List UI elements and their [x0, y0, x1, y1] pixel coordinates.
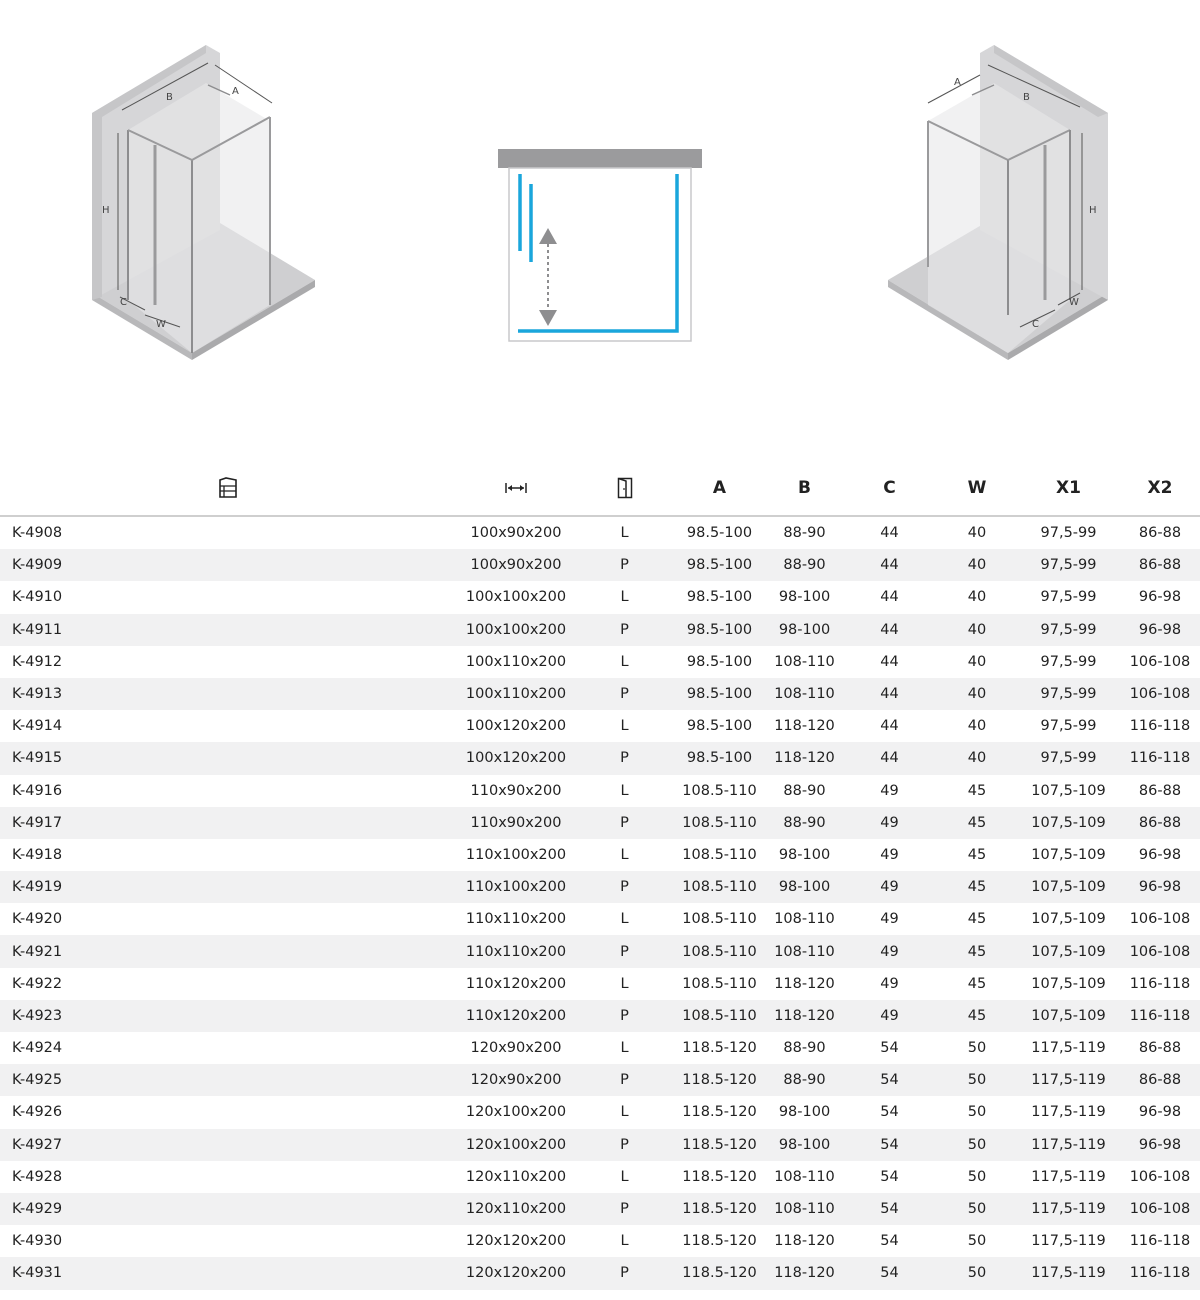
cell-a: 118.5-120	[682, 1104, 757, 1121]
cell-a: 98.5-100	[672, 614, 767, 646]
table-row	[0, 1129, 1200, 1161]
cell-b: 88-90	[767, 807, 842, 839]
cell-b: 118-120	[774, 1233, 835, 1250]
cell-code: K-4926	[12, 1104, 63, 1121]
cell-w: 50	[967, 1040, 987, 1057]
cell-code: K-4924	[12, 1040, 63, 1057]
product-model-icon	[216, 477, 240, 499]
cell-size: 110x120x200	[455, 1000, 577, 1032]
table-row	[0, 516, 1200, 549]
cell-size: 100x120x200	[465, 718, 567, 735]
cell-b: 88-90	[783, 525, 826, 542]
arrow-up-icon	[539, 228, 557, 244]
cell-x1: 117,5-119	[1031, 1040, 1106, 1057]
cell-c: 44	[842, 549, 937, 581]
cell-code: K-4916	[12, 782, 63, 799]
cell-w: 45	[967, 911, 987, 928]
cell-w: 40	[967, 525, 987, 542]
cell-x1: 97,5-99	[1017, 678, 1120, 710]
left-label-a: A	[232, 86, 239, 97]
right-label-c: C	[1032, 319, 1039, 330]
table-row	[0, 549, 1200, 581]
cell-door-side: L	[620, 1104, 629, 1121]
cell-a: 108.5-110	[682, 782, 757, 799]
header-door-side	[577, 460, 672, 516]
cell-door-side: P	[577, 871, 672, 903]
header-model	[0, 460, 455, 516]
cell-b: 108-110	[774, 653, 835, 670]
cell-door-side: P	[577, 1000, 672, 1032]
cell-door-side: L	[620, 653, 629, 670]
cell-size: 110x90x200	[470, 782, 562, 799]
cell-c: 44	[880, 718, 899, 735]
cell-b: 118-120	[774, 718, 835, 735]
cell-c: 44	[842, 614, 937, 646]
cell-door-side: P	[577, 935, 672, 967]
cell-w: 45	[967, 782, 987, 799]
cell-a: 118.5-120	[672, 1193, 767, 1225]
cell-x2: 116-118	[1129, 975, 1191, 992]
cell-x2: 106-108	[1120, 1193, 1200, 1225]
cell-a: 118.5-120	[682, 1040, 757, 1057]
table-row	[0, 678, 1200, 710]
cell-w: 40	[937, 742, 1017, 774]
specs-table	[0, 460, 1200, 1290]
cell-w: 50	[967, 1233, 987, 1250]
cell-c: 44	[842, 742, 937, 774]
cell-door-side: L	[620, 782, 629, 799]
left-label-b: B	[166, 92, 173, 103]
cell-size: 120x90x200	[455, 1064, 577, 1096]
cell-door-side: P	[577, 614, 672, 646]
cell-a: 118.5-120	[672, 1064, 767, 1096]
cell-code: K-4927	[0, 1129, 455, 1161]
cell-x1: 97,5-99	[1040, 589, 1097, 606]
cell-c: 49	[880, 782, 899, 799]
arrow-down-icon	[539, 310, 557, 326]
table-row	[0, 1161, 1200, 1193]
cell-a: 98.5-100	[686, 653, 753, 670]
table-body	[0, 516, 1200, 1290]
cell-x2: 106-108	[1120, 678, 1200, 710]
cell-c: 44	[880, 589, 899, 606]
cell-size: 110x90x200	[455, 807, 577, 839]
cell-x2: 96-98	[1120, 1129, 1200, 1161]
cell-a: 108.5-110	[672, 935, 767, 967]
cell-a: 118.5-120	[672, 1257, 767, 1289]
cell-code: K-4919	[0, 871, 455, 903]
cell-door-side: P	[577, 807, 672, 839]
cell-x2: 96-98	[1138, 589, 1182, 606]
cell-code: K-4930	[12, 1233, 63, 1250]
cell-c: 49	[880, 846, 899, 863]
cell-door-side: L	[620, 718, 629, 735]
cell-size: 100x90x200	[455, 549, 577, 581]
cell-code: K-4914	[12, 718, 63, 735]
cell-size: 110x110x200	[455, 935, 577, 967]
cell-a: 108.5-110	[682, 911, 757, 928]
cell-x1: 107,5-109	[1017, 935, 1120, 967]
table-row	[0, 1257, 1200, 1289]
table-row	[0, 614, 1200, 646]
cell-a: 108.5-110	[682, 846, 757, 863]
cell-a: 108.5-110	[682, 975, 757, 992]
cell-a: 98.5-100	[672, 549, 767, 581]
cell-b: 118-120	[767, 1257, 842, 1289]
header-size	[455, 460, 577, 516]
cell-size: 120x100x200	[455, 1129, 577, 1161]
table-row	[0, 1193, 1200, 1225]
cell-code: K-4922	[12, 975, 63, 992]
cell-x1: 107,5-109	[1017, 871, 1120, 903]
cell-b: 108-110	[767, 678, 842, 710]
cell-c: 49	[842, 871, 937, 903]
cell-size: 100x110x200	[455, 678, 577, 710]
cell-door-side: L	[620, 1168, 629, 1185]
cell-door-side: P	[577, 1064, 672, 1096]
cell-x2: 96-98	[1138, 1104, 1182, 1121]
cell-door-side: P	[577, 1129, 672, 1161]
cell-size: 100x90x200	[470, 525, 562, 542]
cell-door-side: P	[577, 742, 672, 774]
cell-c: 49	[842, 807, 937, 839]
cell-a: 108.5-110	[672, 1000, 767, 1032]
cell-b: 88-90	[783, 1040, 826, 1057]
table-row	[0, 839, 1200, 871]
table-row	[0, 1032, 1200, 1064]
cell-code: K-4912	[12, 653, 63, 670]
cell-door-side: L	[620, 589, 629, 606]
cell-x1: 117,5-119	[1017, 1257, 1120, 1289]
cell-a: 118.5-120	[682, 1233, 757, 1250]
cell-code: K-4928	[12, 1168, 63, 1185]
cell-size: 120x110x200	[455, 1193, 577, 1225]
header-c: C	[842, 460, 937, 516]
cell-a: 118.5-120	[682, 1168, 757, 1185]
door-side-icon	[617, 477, 633, 499]
cell-code: K-4931	[0, 1257, 455, 1289]
cell-code: K-4921	[0, 935, 455, 967]
cell-size: 120x120x200	[465, 1233, 567, 1250]
cell-x2: 96-98	[1120, 614, 1200, 646]
cell-w: 40	[967, 589, 987, 606]
cell-x1: 107,5-109	[1031, 975, 1106, 992]
right-label-a: A	[954, 77, 961, 88]
cell-x1: 117,5-119	[1031, 1233, 1106, 1250]
cell-b: 108-110	[767, 935, 842, 967]
cell-code: K-4915	[0, 742, 455, 774]
cell-x2: 86-88	[1138, 1040, 1182, 1057]
cell-code: K-4929	[0, 1193, 455, 1225]
cell-code: K-4911	[0, 614, 455, 646]
cell-door-side: L	[620, 911, 629, 928]
cell-door-side: L	[620, 846, 629, 863]
cell-code: K-4925	[0, 1064, 455, 1096]
header-x1: X1	[1017, 460, 1120, 516]
cell-code: K-4913	[0, 678, 455, 710]
cell-b: 118-120	[774, 975, 835, 992]
cell-c: 49	[880, 911, 899, 928]
table-row	[0, 903, 1200, 935]
table-row	[0, 1000, 1200, 1032]
cell-c: 54	[842, 1193, 937, 1225]
cell-w: 40	[937, 549, 1017, 581]
cell-w: 40	[937, 678, 1017, 710]
cell-x1: 107,5-109	[1031, 846, 1106, 863]
cell-b: 98-100	[767, 871, 842, 903]
left-label-h: H	[102, 205, 110, 216]
right-label-b: B	[1023, 92, 1030, 103]
cell-c: 54	[880, 1104, 899, 1121]
cell-size: 100x100x200	[455, 614, 577, 646]
table-row	[0, 1064, 1200, 1096]
cell-b: 108-110	[774, 911, 835, 928]
cell-code: K-4909	[0, 549, 455, 581]
cell-x2: 96-98	[1138, 846, 1182, 863]
cell-b: 98-100	[767, 614, 842, 646]
cell-w: 45	[937, 935, 1017, 967]
table-row	[0, 710, 1200, 742]
cell-size: 110x100x200	[455, 871, 577, 903]
cell-b: 88-90	[767, 1064, 842, 1096]
cell-size: 100x120x200	[455, 742, 577, 774]
cell-x2: 116-118	[1120, 1257, 1200, 1289]
cell-code: K-4923	[0, 1000, 455, 1032]
cell-c: 49	[842, 1000, 937, 1032]
table-row	[0, 807, 1200, 839]
cell-b: 108-110	[767, 1193, 842, 1225]
cell-size: 100x100x200	[465, 589, 567, 606]
cell-w: 40	[937, 614, 1017, 646]
header-x2: X2	[1120, 460, 1200, 516]
cell-a: 98.5-100	[686, 525, 753, 542]
cell-c: 44	[880, 525, 899, 542]
right-label-h: H	[1089, 205, 1097, 216]
cell-x1: 117,5-119	[1031, 1168, 1106, 1185]
table-row	[0, 935, 1200, 967]
cell-x1: 117,5-119	[1017, 1064, 1120, 1096]
table-row	[0, 775, 1200, 807]
table-row	[0, 581, 1200, 613]
cell-a: 98.5-100	[686, 589, 753, 606]
table-row	[0, 1096, 1200, 1128]
table-row	[0, 646, 1200, 678]
cell-x2: 106-108	[1120, 935, 1200, 967]
table-row	[0, 742, 1200, 774]
cell-door-side: P	[577, 1257, 672, 1289]
cell-w: 50	[937, 1064, 1017, 1096]
cell-x2: 86-88	[1138, 782, 1182, 799]
table-row	[0, 968, 1200, 1000]
cell-x1: 97,5-99	[1040, 653, 1097, 670]
width-arrows-icon	[505, 482, 527, 494]
cell-w: 50	[937, 1257, 1017, 1289]
cell-door-side: P	[577, 549, 672, 581]
cell-code: K-4910	[12, 589, 63, 606]
cell-x1: 97,5-99	[1040, 718, 1097, 735]
left-enclosure-drawing	[80, 35, 330, 365]
cell-x2: 116-118	[1129, 1233, 1191, 1250]
cell-c: 54	[880, 1168, 899, 1185]
cell-door-side: L	[620, 975, 629, 992]
cell-a: 118.5-120	[672, 1129, 767, 1161]
cell-x1: 117,5-119	[1017, 1129, 1120, 1161]
cell-x1: 107,5-109	[1017, 1000, 1120, 1032]
cell-a: 98.5-100	[686, 718, 753, 735]
cell-a: 108.5-110	[672, 871, 767, 903]
cell-x2: 86-88	[1138, 525, 1182, 542]
left-label-w: W	[156, 319, 166, 330]
cell-w: 50	[937, 1129, 1017, 1161]
cell-x2: 106-108	[1129, 653, 1191, 670]
cell-x2: 86-88	[1120, 1064, 1200, 1096]
cell-w: 50	[967, 1168, 987, 1185]
cell-x2: 106-108	[1129, 1168, 1191, 1185]
cell-x2: 86-88	[1120, 807, 1200, 839]
cell-c: 54	[842, 1064, 937, 1096]
cell-size: 110x120x200	[465, 975, 567, 992]
cell-x1: 97,5-99	[1040, 525, 1097, 542]
left-label-c: C	[120, 297, 127, 308]
table-row	[0, 871, 1200, 903]
cell-x2: 116-118	[1129, 718, 1191, 735]
cell-x1: 117,5-119	[1017, 1193, 1120, 1225]
right-enclosure-drawing	[880, 35, 1130, 365]
cell-c: 54	[842, 1257, 937, 1289]
cell-a: 98.5-100	[672, 678, 767, 710]
cell-c: 54	[880, 1233, 899, 1250]
cell-x1: 97,5-99	[1017, 742, 1120, 774]
cell-b: 88-90	[783, 782, 826, 799]
cell-a: 98.5-100	[672, 742, 767, 774]
cell-door-side: P	[577, 678, 672, 710]
cell-size: 120x120x200	[455, 1257, 577, 1289]
cell-x1: 107,5-109	[1031, 911, 1106, 928]
cell-size: 120x90x200	[470, 1040, 562, 1057]
cell-x2: 116-118	[1120, 1000, 1200, 1032]
cell-door-side: L	[620, 1233, 629, 1250]
cell-size: 120x110x200	[465, 1168, 567, 1185]
cell-b: 88-90	[767, 549, 842, 581]
table-header-row	[0, 460, 1200, 516]
cell-c: 54	[842, 1129, 937, 1161]
cell-c: 44	[880, 653, 899, 670]
header-w: W	[937, 460, 1017, 516]
cell-b: 118-120	[767, 1000, 842, 1032]
cell-a: 108.5-110	[672, 807, 767, 839]
cell-size: 100x110x200	[465, 653, 567, 670]
cell-c: 49	[880, 975, 899, 992]
table-row	[0, 1225, 1200, 1257]
cell-x2: 96-98	[1120, 871, 1200, 903]
cell-b: 98-100	[778, 1104, 831, 1121]
cell-code: K-4920	[12, 911, 63, 928]
header-a: A	[672, 460, 767, 516]
cell-c: 44	[842, 678, 937, 710]
cell-size: 120x100x200	[465, 1104, 567, 1121]
cell-x1: 107,5-109	[1031, 782, 1106, 799]
cell-w: 40	[967, 718, 987, 735]
cell-x1: 97,5-99	[1017, 614, 1120, 646]
cell-x2: 86-88	[1120, 549, 1200, 581]
cell-door-side: L	[620, 525, 629, 542]
cell-x1: 117,5-119	[1031, 1104, 1106, 1121]
cell-w: 50	[967, 1104, 987, 1121]
cell-size: 110x110x200	[465, 911, 567, 928]
diagrams-area	[0, 0, 1200, 430]
cell-code: K-4918	[12, 846, 63, 863]
cell-w: 45	[937, 1000, 1017, 1032]
cell-code: K-4908	[12, 525, 63, 542]
cell-c: 54	[880, 1040, 899, 1057]
cell-w: 40	[967, 653, 987, 670]
cell-size: 110x100x200	[465, 846, 567, 863]
plan-view-diagram	[490, 140, 710, 350]
cell-door-side: P	[577, 1193, 672, 1225]
right-label-w: W	[1069, 297, 1079, 308]
cell-c: 49	[842, 935, 937, 967]
cell-b: 98-100	[778, 589, 831, 606]
cell-code: K-4917	[0, 807, 455, 839]
cell-b: 108-110	[774, 1168, 835, 1185]
wall-bar	[498, 149, 702, 168]
cell-w: 45	[967, 975, 987, 992]
cell-w: 50	[937, 1193, 1017, 1225]
cell-x2: 116-118	[1120, 742, 1200, 774]
cell-w: 45	[967, 846, 987, 863]
cell-x2: 106-108	[1129, 911, 1191, 928]
cell-b: 98-100	[778, 846, 831, 863]
cell-x1: 107,5-109	[1017, 807, 1120, 839]
cell-b: 98-100	[767, 1129, 842, 1161]
cell-door-side: L	[620, 1040, 629, 1057]
cell-b: 118-120	[767, 742, 842, 774]
header-b: B	[767, 460, 842, 516]
cell-w: 45	[937, 871, 1017, 903]
cell-x1: 97,5-99	[1017, 549, 1120, 581]
cell-w: 45	[937, 807, 1017, 839]
